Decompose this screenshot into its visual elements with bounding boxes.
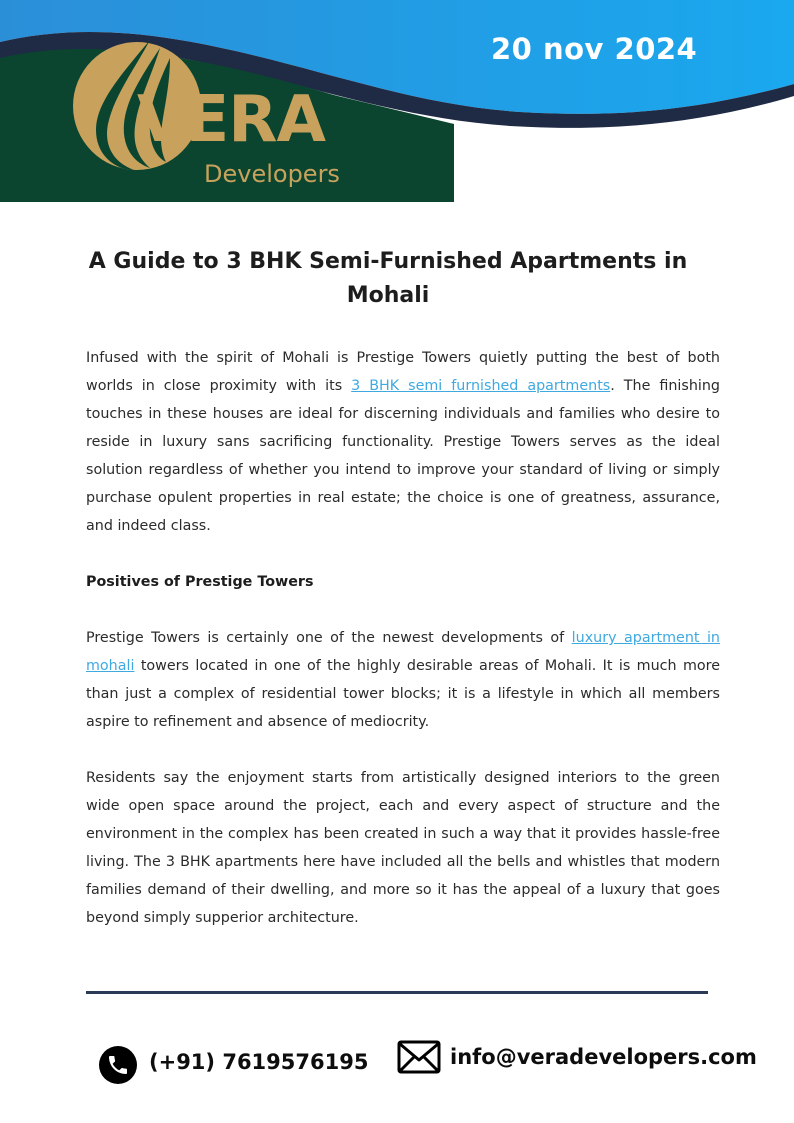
logo-wordmark: VERA xyxy=(137,83,326,157)
phone-number: (+91) 7619576195 xyxy=(149,1050,369,1074)
logo-subtitle: Developers xyxy=(204,160,340,188)
luxury-apartment-link[interactable]: luxury apartment in mohali xyxy=(86,630,720,674)
residents-paragraph: Residents say the enjoyment starts from artistically designed interiors to the green wide open space around the project, each and every aspect of structure and the environment in the complex has been created in such a way that it provides hassle-free living. The 3 BHK apartments here have included all the bells and whistles that modern families demand of their dwelling, and more so it has the appeal of a luxury that goes beyond simply supperior architecture. xyxy=(86,770,720,926)
positives-text-end: towers located in one of the highly desirable areas of Mohali. It is much more than just a complex of residential tower blocks; it is a lifestyle in which all members aspire to refinement and absence of mediocrity. xyxy=(86,658,720,730)
intro-text-start: Infused with the spirit of Mohali is Prestige Towers quietly putting the best of both worlds in close proximity with its xyxy=(86,350,720,394)
footer-phone[interactable] xyxy=(99,1040,368,1084)
section-heading: Positives of Prestige Towers xyxy=(86,574,314,590)
positives-paragraph xyxy=(86,624,720,736)
intro-paragraph xyxy=(86,344,720,540)
footer-email[interactable] xyxy=(397,1040,757,1074)
footer-divider xyxy=(86,991,708,994)
article-body xyxy=(86,344,720,932)
3bhk-apartments-link[interactable]: 3 BHK semi furnished apartments xyxy=(351,378,611,394)
intro-text-end: . The finishing touches in these houses are ideal for discerning individuals and families who desire to reside in luxury sans sacrificing functionality. Prestige Towers serves as the ideal solution regardless of whether you intend to improve your standard of living or simply purchase opulent properties in real estate; the choice is one of greatness, assurance, and indeed class. xyxy=(86,378,720,534)
logo xyxy=(0,0,454,202)
document-date: 20 nov 2024 xyxy=(491,32,698,66)
mail-icon xyxy=(397,1040,441,1074)
phone-icon xyxy=(99,1046,137,1084)
email-address: info@veradevelopers.com xyxy=(450,1045,757,1069)
page-title: A Guide to 3 BHK Semi-Furnished Apartments in Mohali xyxy=(88,248,688,308)
positives-text-start: Prestige Towers is certainly one of the newest developments of xyxy=(86,630,572,646)
